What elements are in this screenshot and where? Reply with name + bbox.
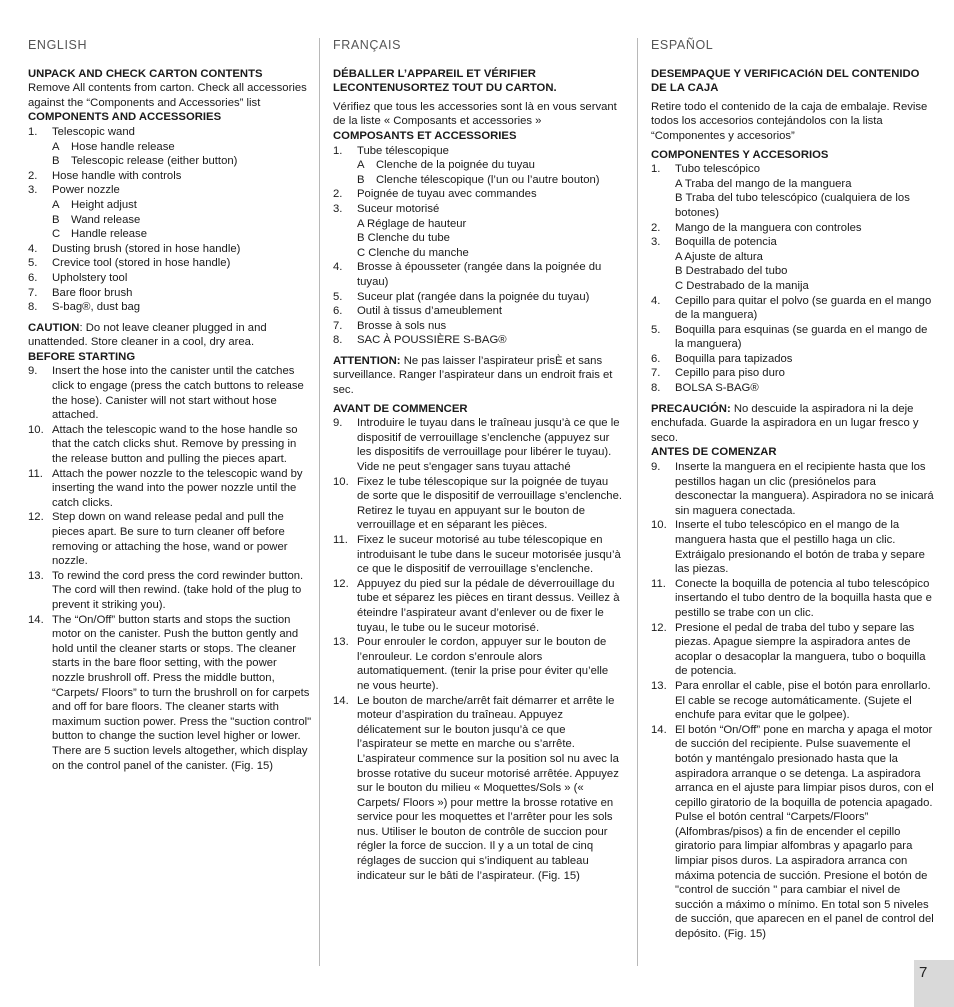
list-item: 7. Brosse à sols nus — [333, 319, 447, 332]
list-item: 8. BOLSA S-BAG® — [651, 382, 759, 395]
sub-item: C Handle release — [52, 228, 147, 241]
english-components-heading: COMPONENTS AND ACCESSORIES — [28, 111, 222, 124]
list-item: 1. Telescopic wand — [28, 125, 135, 138]
list-item: 12. Appuyez du pied sur la pédale de déverrouillage du tube et séparez les pièces en tirant dessus. Veillez à éteindre l’aspirateur avant d’enlever ou de fixer le tuyau, le tube ou le suceur motorisé. — [333, 577, 620, 634]
spanish-unpack-heading: DESEMPAQUE Y VERIFICACIóN DEL CONTENIDO DE LA CAJA — [651, 67, 920, 95]
french-language-title: FRANÇAIS — [333, 38, 402, 52]
list-item: 3. Power nozzle — [28, 184, 120, 197]
sub-item: A Height adjust — [52, 198, 137, 211]
french-components-list — [333, 144, 623, 348]
list-item: 2. Mango de la manguera con controles — [651, 221, 862, 234]
spanish-column — [651, 38, 937, 942]
sub-item: C Destrabado de la manija — [675, 279, 809, 292]
list-item: 4. Dusting brush (stored in hose handle) — [28, 242, 241, 255]
column-divider — [319, 38, 320, 966]
sub-item: B Wand release — [52, 213, 141, 226]
list-item: 1. Tube télescopique — [333, 144, 449, 157]
page-number: 7 — [914, 960, 954, 1007]
list-item: 6. Outil à tissus d’ameublement — [333, 305, 503, 318]
english-before-heading: BEFORE STARTING — [28, 350, 136, 363]
list-item: 13. To rewind the cord press the cord rewinder button. The cord will then rewind. (take hold of the plug to prevent it striking you). — [28, 569, 304, 611]
list-item: 1. Tubo telescópico — [651, 163, 760, 176]
list-item: 3. Suceur motorisé — [333, 202, 440, 215]
english-column — [28, 38, 312, 773]
list-item: 2. Poignée de tuyau avec commandes — [333, 188, 537, 201]
english-components-list — [28, 125, 312, 315]
french-before-list — [333, 416, 623, 883]
french-caution: ATTENTION: Ne pas laisser l’aspirateur prisÈ et sans surveillance. Ranger l’aspirateur dans un endroit frais et sec. — [333, 354, 613, 397]
french-unpack-text: Vérifiez que tous les accessories sont là en vous servant de la liste « Composants et accessories » — [333, 100, 617, 128]
list-item: 9. Inserte la manguera en el recipiente hasta que los pestillos hagan un clic (presiónelos para desconectar la manguera). Aspiradora no se inicará sin maguera conectada. — [651, 461, 934, 517]
english-caution: CAUTION: Do not leave cleaner plugged in and unattended. Store cleaner in a cool, dry area. — [28, 321, 267, 349]
list-item: 5. Boquilla para esquinas (se guarda en el mango de la manguera) — [651, 323, 928, 351]
english-unpack-text: Remove All contents from carton. Check all accessories against the “Components and Accessories” list — [28, 82, 307, 109]
list-item: 4. Cepillo para quitar el polvo (se guarda en el mango de la manguera) — [651, 294, 932, 322]
spanish-before-list — [651, 460, 937, 942]
list-item: 2. Hose handle with controls — [28, 169, 182, 182]
list-item: 11. Attach the power nozzle to the telescopic wand by inserting the wand into the power nozzle until the catch clicks. — [28, 467, 303, 509]
list-item: 14. El botón “On/Off” pone en marcha y apaga el motor de succión del recipiente. Pulse suavemente el botón y manténgalo presionado hasta que la aspiradora arranque o se detenga. La aspiradora arranca en el ajuste para limpiar pisos duros, con el cepillo giratorio de la boquilla de potencia apagado. Pulse el botón central “Carpets/Floors” (Alfombras/pisos) a fin de encender el cepillo giratorio para limpiar alfombras y apagarlo para limpiar pisos duros. La aspiradora arranca con máxima potencia de succión. Presione el botón de "control de succión " para cambiar el nivel de succión a máximo o mínimo. En total son 5 niveles de succión, que aparecen en el panel de control del depósito. (Fig. 15) — [651, 723, 934, 941]
spanish-caution: PRECAUCIÓN: No descuide la aspiradora ni la deje enchufada. Guarde la aspiradora en un lugar fresco y seco. — [651, 402, 919, 444]
list-item: 10. Inserte el tubo telescópico en el mango de la manguera hasta que el pestillo haga un clic. Extráigalo presionando el botón de traba y separe las piezas. — [651, 519, 925, 576]
list-item: 12. Step down on wand release pedal and pull the pieces apart. Be sure to turn cleaner off before removing or attaching the hose, wand or power nozzle. — [28, 511, 288, 568]
list-item: 11. Conecte la boquilla de potencia al tubo telescópico insertando el tubo dentro de la boquilla hasta que e pestillo se trabe con un clic. — [651, 577, 932, 619]
list-item: 14. The “On/Off” button starts and stops the suction motor on the canister. Push the button gently and hold until the cleaner starts or stops. The cleaner starts in the bare floor setting, with the power nozzle brushroll off. Press the middle button, “Carpets/ Floors” to turn the brushroll on for carpets and off for bare floors. The cleaner starts with maximum suction power. Press the "suction control" button to change the suction level higher or lower. There are 5 suction levels altogether, which display on the control panel of the canister. (Fig. 15) — [28, 613, 312, 772]
list-item: 11. Fixez le suceur motorisé au tube télescopique en introduisant le tube dans le suceur motorisée jusqu’à ce que le dispositif de verrouillage s’enclenche. — [333, 534, 621, 576]
list-item: 8. S-bag®, dust bag — [28, 301, 141, 314]
spanish-language-title: ESPAÑOL — [651, 38, 714, 52]
english-unpack-heading: UNPACK AND CHECK CARTON CONTENTS — [28, 67, 263, 80]
sub-item: A Hose handle release — [52, 140, 175, 153]
sub-item: B Clenche télescopique (l’un ou l’autre bouton) — [357, 173, 600, 186]
sub-item: A Ajuste de altura — [675, 250, 763, 263]
french-components-heading: COMPOSANTS ET ACCESSORIES — [333, 129, 517, 142]
list-item: 10. Fixez le tube télescopique sur la poignée de tuyau de sorte que le dispositif de verrouillage s’enclenche. Retirez le tuyau en appuyant sur le bouton de verrouillage et en séparant les pièces. — [333, 475, 623, 532]
list-item: 6. Boquilla para tapizados — [651, 352, 793, 365]
list-item: 9. Insert the hose into the canister until the catches click to engage (press the catch buttons to release the hose). Canister will not start without hose attached. — [28, 365, 304, 422]
sub-item: A Clenche de la poignée du tuyau — [357, 159, 535, 172]
list-item: 9. Introduire le tuyau dans le traîneau jusqu’à ce que le dispositif de verrouillage s’enclenche (appuyez sur les dispositifs de verrouillage pour libérer le tuyau). Vide ne peut s'engager sans tuyau attaché — [333, 417, 620, 474]
list-item: 5. Suceur plat (rangée dans la poignée du tuyau) — [333, 290, 590, 303]
sub-item: A Traba del mango de la manguera — [675, 177, 852, 190]
french-before-heading: AVANT DE COMMENCER — [333, 402, 468, 415]
english-language-title: ENGLISH — [28, 38, 88, 52]
list-item: 6. Upholstery tool — [28, 271, 128, 284]
spanish-unpack-text: Retire todo el contenido de la caja de embalaje. Revise todos los accesorios contejándolos con la lista “Componentes y accesorios” — [651, 100, 928, 142]
list-item: 5. Crevice tool (stored in hose handle) — [28, 257, 231, 270]
sub-item: B Telescopic release (either button) — [52, 155, 238, 168]
list-item: 12. Presione el pedal de traba del tubo y separe las piezas. Apague siempre la aspiradora antes de acoplar o desacoplar la manguera, tubo o boquilla de potencia. — [651, 621, 926, 678]
list-item: 4. Brosse à épousseter (rangée dans la poignée du tuyau) — [333, 261, 602, 288]
french-column — [333, 38, 623, 883]
sub-item: B Clenche du tube — [357, 232, 450, 245]
list-item: 10. Attach the telescopic wand to the hose handle so that the catch clicks shut. Remove by pressing in the release button and pulling the pieces apart. — [28, 423, 298, 466]
list-item: 14. Le bouton de marche/arrêt fait démarrer et arrête le moteur d’aspiration du traîneau. Appuyez délicatement sur le bouton jusqu’à ce que l’aspirateur se mette en marche ou s’arrête. L’aspirateur commence sur la position sol nu avec la brosse rotative du suceur motorisé arrêtée. Appuyez sur le bouton du milieu « Moquettes/Sols » (« Carpets/ Floors ») pour mettre la brosse rotative en service pour les moquettes et l’arrêter pour les sols nus. Utiliser le bouton de contrôle de succion pour régler la force de succion. Il y a un total de cinq réglages de succion qui s’indiquent au tableau indicateur sur le bâti de l’aspirateur. (Fig. 15) — [333, 694, 619, 882]
french-unpack-heading: DÉBALLER L’APPAREIL ET VÉRIFIER LECONTENUSORTEZ TOUT DU CARTON. — [333, 67, 557, 95]
list-item: 3. Boquilla de potencia — [651, 236, 777, 249]
list-item: 13. Pour enrouler le cordon, appuyer sur le bouton de l’enrouleur. Le cordon s’enroule alors automatiquement. (tenir la prise pour éviter qu’elle ne vous heurte). — [333, 636, 609, 692]
sub-item: B Destrabado del tubo — [675, 265, 788, 278]
spanish-components-list — [651, 162, 937, 396]
column-divider — [637, 38, 638, 966]
list-item: 7. Bare floor brush — [28, 286, 133, 299]
english-before-list — [28, 364, 312, 773]
sub-item: A Réglage de hauteur — [357, 217, 467, 230]
spanish-components-heading: COMPONENTES Y ACCESORIOS — [651, 148, 829, 161]
list-item: 13. Para enrollar el cable, pise el botón para enrollarlo. El cable se recoge automáticamente. (Sujete el enchufe para evitar que le golpee). — [651, 679, 931, 722]
sub-item: B Traba del tubo telescópico (cualquiera de los botones) — [675, 192, 910, 219]
sub-item: C Clenche du manche — [357, 246, 469, 259]
spanish-before-heading: ANTES DE COMENZAR — [651, 446, 777, 459]
list-item: 8. SAC À POUSSIÈRE S-BAG® — [333, 334, 507, 347]
list-item: 7. Cepillo para piso duro — [651, 367, 785, 380]
